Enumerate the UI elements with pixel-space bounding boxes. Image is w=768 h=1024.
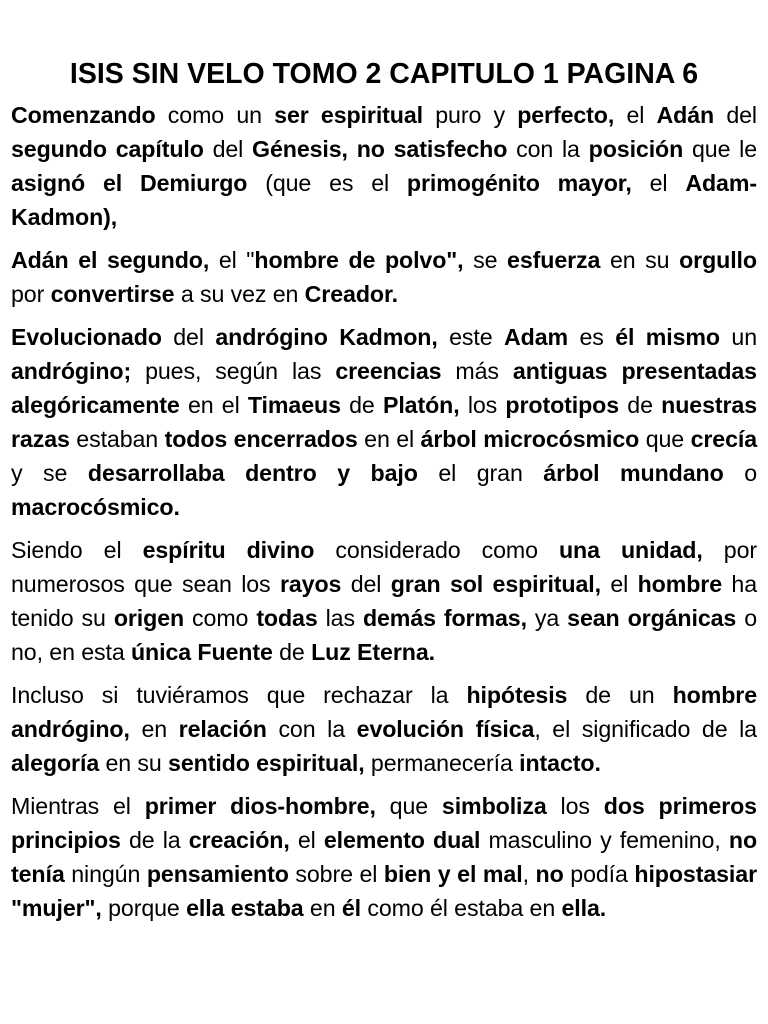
bold-text-run: no tenía — [11, 827, 758, 887]
text-run: del — [161, 324, 216, 350]
text-run: en su — [600, 247, 680, 273]
text-run: como — [184, 605, 257, 631]
text-run: a su vez en — [174, 281, 305, 307]
bold-text-run: primer dios-hombre, — [144, 793, 376, 819]
text-run: del — [341, 571, 391, 597]
text-run: en — [303, 895, 342, 921]
bold-text-run: origen — [113, 605, 185, 631]
bold-text-run: macrocósmico. — [11, 494, 180, 520]
text-run: en el — [179, 392, 248, 418]
text-run: de un — [567, 682, 673, 708]
text-run: del — [714, 102, 757, 128]
bold-text-run: rayos — [279, 571, 342, 597]
text-run: este — [437, 324, 504, 350]
text-run: (que es el — [247, 170, 407, 196]
text-run: con la — [507, 136, 589, 162]
text-run: el — [631, 170, 686, 196]
text-run: podía — [563, 861, 635, 887]
text-run: de la — [120, 827, 189, 853]
bold-text-run: posición — [588, 136, 684, 162]
bold-text-run: primogénito mayor, — [406, 170, 632, 196]
text-run: o no, en esta — [11, 605, 757, 665]
text-run: de — [340, 392, 383, 418]
paragraph-6 — [11, 789, 757, 925]
page-title: ISIS SIN VELO TOMO 2 CAPITULO 1 PAGINA 6 — [69, 58, 699, 90]
text-run: masculino y femenino, — [480, 827, 729, 853]
bold-text-run: nuestras razas — [11, 392, 757, 452]
text-run: , — [522, 861, 536, 887]
text-run: permanecería — [364, 750, 520, 776]
bold-text-run: hombre andrógino, — [11, 682, 758, 742]
bold-text-run: hombre — [637, 571, 723, 597]
bold-text-run: antiguas presentadas alegóricamente — [11, 358, 757, 418]
bold-text-run: todos encerrados — [164, 426, 358, 452]
bold-text-run: ella. — [561, 895, 607, 921]
text-run: se — [463, 247, 508, 273]
bold-text-run: orgullo — [679, 247, 757, 273]
body-text — [11, 98, 757, 925]
bold-text-run: asignó el Demiurgo — [11, 170, 248, 196]
text-run: las — [317, 605, 363, 631]
bold-text-run: esfuerza — [507, 247, 601, 273]
bold-text-run: ser espiritual — [274, 102, 423, 128]
text-run: como él estaba en — [361, 895, 562, 921]
bold-text-run: andrógino; — [11, 358, 132, 384]
bold-text-run: Adán el segundo, — [11, 247, 210, 273]
text-run: ha tenido su — [11, 571, 757, 631]
bold-text-run: Evolucionado — [11, 324, 162, 350]
bold-text-run: todas — [256, 605, 318, 631]
bold-text-run: Timaeus — [247, 392, 341, 418]
text-run: los — [459, 392, 506, 418]
text-run: Mientras el — [11, 793, 145, 819]
text-run: como un — [155, 102, 275, 128]
bold-text-run: hombre de polvo", — [254, 247, 464, 273]
bold-text-run: alegoría — [11, 750, 100, 776]
bold-text-run: él mismo — [615, 324, 720, 350]
text-run: Incluso si tuviéramos que rechazar la — [11, 682, 467, 708]
text-run: pues, según las — [131, 358, 336, 384]
bold-text-run: perfecto, — [517, 102, 615, 128]
text-run: el — [289, 827, 324, 853]
paragraph-3 — [11, 320, 757, 524]
bold-text-run: sentido espiritual, — [168, 750, 365, 776]
bold-text-run: Adam-Kadmon), — [11, 170, 757, 230]
bold-text-run: convertirse — [50, 281, 175, 307]
text-run: por numerosos que sean los — [11, 537, 757, 597]
text-run: el " — [209, 247, 255, 273]
bold-text-run: Creador. — [304, 281, 398, 307]
bold-text-run: sean orgánicas — [567, 605, 737, 631]
bold-text-run: creencias — [335, 358, 442, 384]
text-run: de — [272, 639, 312, 665]
bold-text-run: Luz Eterna. — [311, 639, 435, 665]
bold-text-run: pensamiento — [146, 861, 289, 887]
bold-text-run: Comenzando — [11, 102, 156, 128]
bold-text-run: relación — [178, 716, 267, 742]
text-run: en — [129, 716, 179, 742]
text-run: que — [375, 793, 442, 819]
bold-text-run: una unidad, — [558, 537, 703, 563]
bold-text-run: Génesis, no satisfecho — [252, 136, 508, 162]
text-run: ningún — [64, 861, 147, 887]
text-run: que — [639, 426, 691, 452]
bold-text-run: evolución física — [356, 716, 535, 742]
text-run: es — [568, 324, 616, 350]
text-run: considerado como — [314, 537, 559, 563]
text-run: de — [619, 392, 662, 418]
text-run: con la — [266, 716, 357, 742]
text-run: estaban — [69, 426, 165, 452]
bold-text-run: elemento dual — [323, 827, 481, 853]
bold-text-run: crecía — [690, 426, 758, 452]
bold-text-run: Platón, — [382, 392, 460, 418]
bold-text-run: segundo capítulo — [11, 136, 204, 162]
paragraph-4 — [11, 533, 757, 669]
bold-text-run: espíritu divino — [142, 537, 315, 563]
bold-text-run: prototipos — [505, 392, 620, 418]
bold-text-run: hipótesis — [466, 682, 568, 708]
bold-text-run: Adam — [504, 324, 569, 350]
text-run: sobre el — [288, 861, 384, 887]
bold-text-run: no — [535, 861, 564, 887]
text-run: o — [723, 460, 758, 486]
bold-text-run: Adán — [656, 102, 715, 128]
bold-text-run: ella estaba — [186, 895, 304, 921]
text-run: más — [441, 358, 513, 384]
bold-text-run: única Fuente — [130, 639, 273, 665]
text-run: ya — [526, 605, 568, 631]
text-run: el — [614, 102, 657, 128]
bold-text-run: demás formas, — [362, 605, 527, 631]
bold-text-run: intacto. — [519, 750, 601, 776]
paragraph-5 — [11, 678, 757, 780]
bold-text-run: bien y el mal — [383, 861, 523, 887]
bold-text-run: andrógino Kadmon, — [215, 324, 438, 350]
bold-text-run: desarrollaba dentro y bajo — [87, 460, 418, 486]
text-run: puro y — [423, 102, 518, 128]
text-run: en su — [99, 750, 169, 776]
bold-text-run: simboliza — [441, 793, 547, 819]
bold-text-run: dos primeros principios — [11, 793, 757, 853]
text-run: del — [203, 136, 253, 162]
text-run: el — [600, 571, 638, 597]
text-run: y se — [11, 460, 88, 486]
text-run: los — [546, 793, 604, 819]
text-run: en el — [357, 426, 421, 452]
text-run: , el significado de la — [534, 716, 757, 742]
paragraph-2 — [11, 243, 757, 311]
text-run: Siendo el — [11, 537, 143, 563]
text-run: por — [11, 281, 51, 307]
text-run: porque — [101, 895, 187, 921]
paragraph-1 — [11, 98, 757, 234]
text-run: un — [720, 324, 758, 350]
bold-text-run: hipostasiar "mujer", — [11, 861, 757, 921]
bold-text-run: gran sol espiritual, — [390, 571, 601, 597]
bold-text-run: creación, — [188, 827, 290, 853]
bold-text-run: él — [341, 895, 361, 921]
text-run: que le — [683, 136, 758, 162]
bold-text-run: árbol microcósmico — [420, 426, 640, 452]
bold-text-run: árbol mundano — [543, 460, 724, 486]
text-run: el gran — [417, 460, 544, 486]
